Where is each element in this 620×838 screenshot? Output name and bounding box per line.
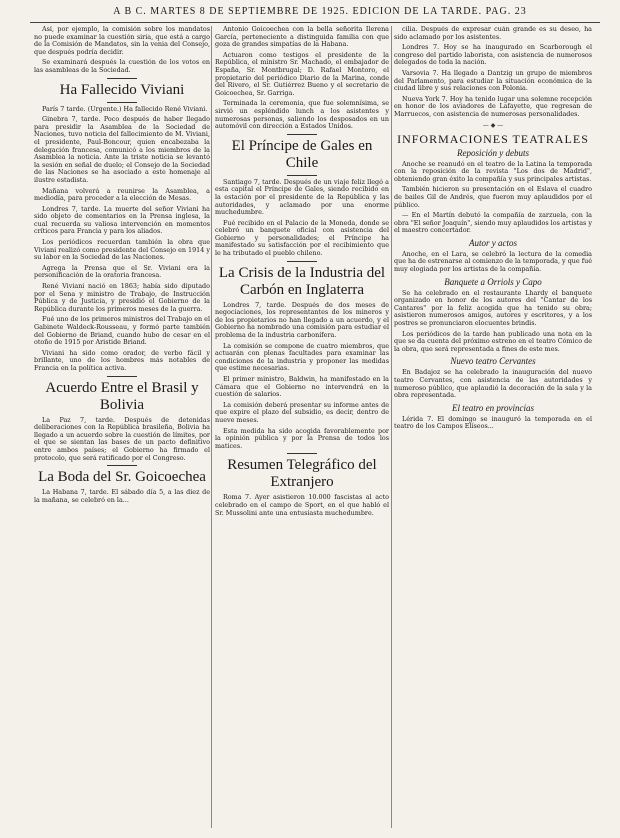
article-paragraph: René Viviani nació en 1863; había sido diputado por el Sena y ministro de Trabajo, de Instrucción Pública y de Justicia, y presidió el Gobierno de la República durante los primeros meses de la guerra. [34, 282, 210, 313]
headline-crisis-carbon: La Crisis de la Industria del Carbón en Inglaterra [218, 264, 386, 298]
article-paragraph: La comisión deberá presentar su informe antes de que expire el plazo del subsidio, es decir, dentro de nueve meses. [215, 400, 389, 424]
subhead-teatro-provincias: El teatro en provincias [451, 402, 535, 413]
subhead-autor: Autor y actos [469, 237, 517, 248]
article-paragraph: También hicieron su presentación en el Eslava el cuadro de bailes Gil de Andrés, que fueron muy aplaudidos por el público. [394, 185, 592, 209]
article-paragraph: Fué uno de los primeros ministros del Trabajo en el Gabinete Waldeck-Rousseau, y formó parte también del Gobierno de Briand, cuando hubo de cesar en el otoño de 1915 por Aristide Briand. [34, 315, 210, 347]
column-2 [215, 26, 389, 830]
article-paragraph: La Habana 7, tarde. El sábado día 5, a las diez de la mañana, se celebró en la... [34, 488, 210, 504]
article-paragraph: Nueva York 7. Hoy ha tenido lugar una solemne recepción en honor de los aviadores de Lafayette, que regresan de Marruecos, con asistencia de numerosas personalidades. [394, 94, 592, 118]
article-paragraph: Terminada la ceremonia, que fue solemnísima, se sirvió un espléndido lunch a los asistentes y numerosas personas, saliendo los desposados en un automóvil con dirección a Estados Unidos. [215, 99, 389, 131]
column-1 [34, 26, 210, 830]
article-paragraph: Santiago 7, tarde. Después de un viaje feliz llegó a esta capital el Príncipe de Gales, siendo recibido en la estación por el presidente de la República y las autoridades, y aclamado por una enorme muchedumbre. [215, 177, 389, 217]
article-paragraph: Se ha celebrado en el restaurante Lhardy el banquete organizado en honor de los autores del "Cantar de los Cantares" por la feliz acogida que ha tenido su obra; asistieron numerosos amigos, autores y escritores, y a los postres se pronunciaron elocuentes brindis. [394, 288, 592, 328]
article-paragraph: Anoche, en el Lara, se celebró la lectura de la comedia que ha de estrenarse al comienzo de la temporada, y que fué muy elogiada por los artistas de la compañía. [394, 249, 592, 274]
article-paragraph: El primer ministro, Baldwin, ha manifestado en la Cámara que el Gobierno no intervendrá en la cuestión de salarios. [215, 375, 389, 399]
article-paragraph: La comisión se compone de cuatro miembros, que actuarán con plenas facultades para examinar las condiciones de la industria y proponer las medidas que estime necesarias. [215, 341, 389, 373]
article-paragraph: La Paz 7, tarde. Después de detenidas deliberaciones con la República brasileña, Bolivia ha llegado a un acuerdo sobre la cuestión de límites, por el que se sientan las bases de un pacto definitivo entre ambos países; el Gobierno ha firmado el protocolo, que será ratificado por el Congreso. [34, 415, 210, 462]
article-paragraph: Se examinará después la cuestión de los votos en las asambleas de la Sociedad. [34, 58, 210, 74]
article-paragraph: Roma 7. Ayer asistieron 10.000 fascistas al acto celebrado en el campo de Sport, en el que habló el Sr. Mussolini ante una entusiasta muchedumbre. [215, 493, 389, 517]
article-paragraph: Mañana volverá a reunirse la Asamblea, a mediodía, para proceder a la elección de Mesas. [34, 186, 210, 203]
article-paragraph: Antonio Goicoechea con la bella señorita Ilerena García, perteneciente a distinguida familia con que goza de grandes simpatías de la Habana. [215, 26, 389, 49]
page-header: A B C. MARTES 8 DE SEPTIEMBRE DE 1925. EDICIÓN DE LA TARDE. PAG. 23 [113, 6, 527, 17]
headline-boda-goicoechea: La Boda del Sr. Goicoechea [38, 469, 206, 486]
separator [287, 261, 317, 262]
article-paragraph: Anoche se reanudó en el teatro de la Latina la temporada con la reposición de la revista "Los dos de Madrid", obteniendo gran éxito la compañía y sus principales artistas. [394, 159, 592, 183]
article-paragraph: En Badajoz se ha celebrado la inauguración del nuevo teatro Cervantes, con asistencia de las autoridades y numeroso público, que aplaudió la decoración de la sala y la obra representada. [394, 368, 592, 400]
separator [287, 175, 317, 176]
article-paragraph: — En el Martín debutó la compañía de zarzuela, con la obra "El señor Joaquín", siendo muy aplaudidos los artistas y el maestro concertador. [394, 211, 592, 235]
article-paragraph: Londres 7. Hoy se ha inaugurado en Scarborough el congreso del partido laborista, con asistencia de numerosos delegados de toda la nación. [394, 43, 592, 67]
separator [287, 453, 317, 454]
column-3 [394, 26, 592, 830]
headline-viviani: Ha Fallecido Viviani [59, 81, 185, 98]
separator [107, 78, 137, 79]
article-paragraph: Agrega la Prensa que el Sr. Viviani era la personificación de la oratoria francesa. [34, 263, 210, 280]
subhead-banquete: Banquete a Orriols y Capo [444, 276, 542, 287]
article-paragraph: cilia. Después de expresar cuán grande es su deseo, ha sido aclamado por los asistentes. [394, 26, 592, 41]
article-paragraph: Londres 7, tarde. La muerte del señor Viviani ha sido objeto de comentarios en la Prensa inglesa, la cual recuerda su valiosa intervención en momentos críticos para Francia y para los aliados. [34, 204, 210, 236]
headline-informaciones-teatrales: INFORMACIONES TEATRALES [397, 131, 589, 146]
article-paragraph: Los periódicos de la tarde han publicado una nota en la que se da cuenta del próximo estreno en el teatro Cómico de la obra, que será representada a fines de este mes. [394, 329, 592, 353]
headline-principe-gales: El Príncipe de Gales en Chile [231, 137, 373, 171]
separator [287, 134, 317, 135]
article-paragraph: Esta medida ha sido acogida favorablemente por la opinión pública y por la Prensa de todos los matices. [215, 426, 389, 450]
subhead-nuevo-teatro: Nuevo teatro Cervantes [450, 356, 536, 367]
separator [107, 376, 137, 377]
article-paragraph: Varsovia 7. Ha llegado a Dantzig un grupo de miembros del Parlamento, para estudiar la situación económica de la ciudad libre y sus relaciones con Polonia. [394, 68, 592, 93]
article-paragraph: Ginebra 7, tarde. Poco después de haber llegado para presidir la Asamblea de la Sociedad de Naciones, tuvo noticia del fallecimiento de M. Viviani, el presidente, Paul-Boncour, quien encabezaba la delegación francesa, comunicó a los miembros de la Asamblea la noticia. Ante la triste noticia se levantó la sesión en señal de duelo; el Consejo de la Sociedad de las Naciones se ha asociado a este homenaje al ilustre estadista. [34, 115, 210, 184]
article-paragraph: Fué recibido en el Palacio de la Moneda, donde se celebró un banquete oficial con asistencia del Gobierno y personalidades; el Príncipe ha manifestado su satisfacción por el recibimiento que le ha tributado el pueblo chileno. [215, 218, 389, 258]
article-paragraph: Los periódicos recuerdan también la obra que Viviani realizó como presidente del Consejo en 1914 y su labor en la Sociedad de las Naciones. [34, 238, 210, 262]
separator [107, 465, 137, 466]
article-paragraph: Viviani ha sido como orador, de verbo fácil y brillante, uno de los hombres más notables de Francia en la política activa. [34, 348, 210, 372]
subhead-reposicion: Reposición y debuts [457, 147, 529, 158]
article-paragraph: Londres 7, tarde. Después de dos meses de negociaciones, los representantes de los mineros y de los propietarios no han llegado a un acuerdo, y el Gobierno ha nombrado una comisión para estudiar el problema de la industria carbonífera. [215, 300, 389, 340]
article-paragraph: Actuaron como testigos el presidente de la República, el ministro Sr. Machado, el embajador de España, Sr. Montbrugal; D. Rafael Montoro, el propietario del periódico Diario de la Marina, conde del Rivero, el Sr. Gutiérrez Bueno y el secretario de Goicoechea, Sr. Garriga. [215, 50, 389, 97]
article-paragraph: Lérida 7. El domingo se inauguró la temporada en el teatro de los Campos Elíseos... [394, 414, 592, 431]
header-rule [30, 22, 600, 23]
column-divider [391, 26, 392, 828]
article-paragraph: Así, por ejemplo, la comisión sobre los mandatos no puede examinar la cuestión siria, que está a cargo de la Comisión de Mandatos, sin la venia del Consejo, que después podría decidir. [34, 26, 210, 56]
article-paragraph: París 7 tarde. (Urgente.) Ha fallecido René Viviani. [42, 104, 208, 113]
separator [107, 102, 137, 103]
headline-brasil-bolivia: Acuerdo Entre el Brasil y Bolivia [45, 379, 199, 413]
column-divider [211, 26, 212, 828]
ornament: — ◆ — [482, 121, 504, 129]
headline-resumen-telegrafico: Resumen Telegráfico del Extranjero [227, 457, 377, 491]
